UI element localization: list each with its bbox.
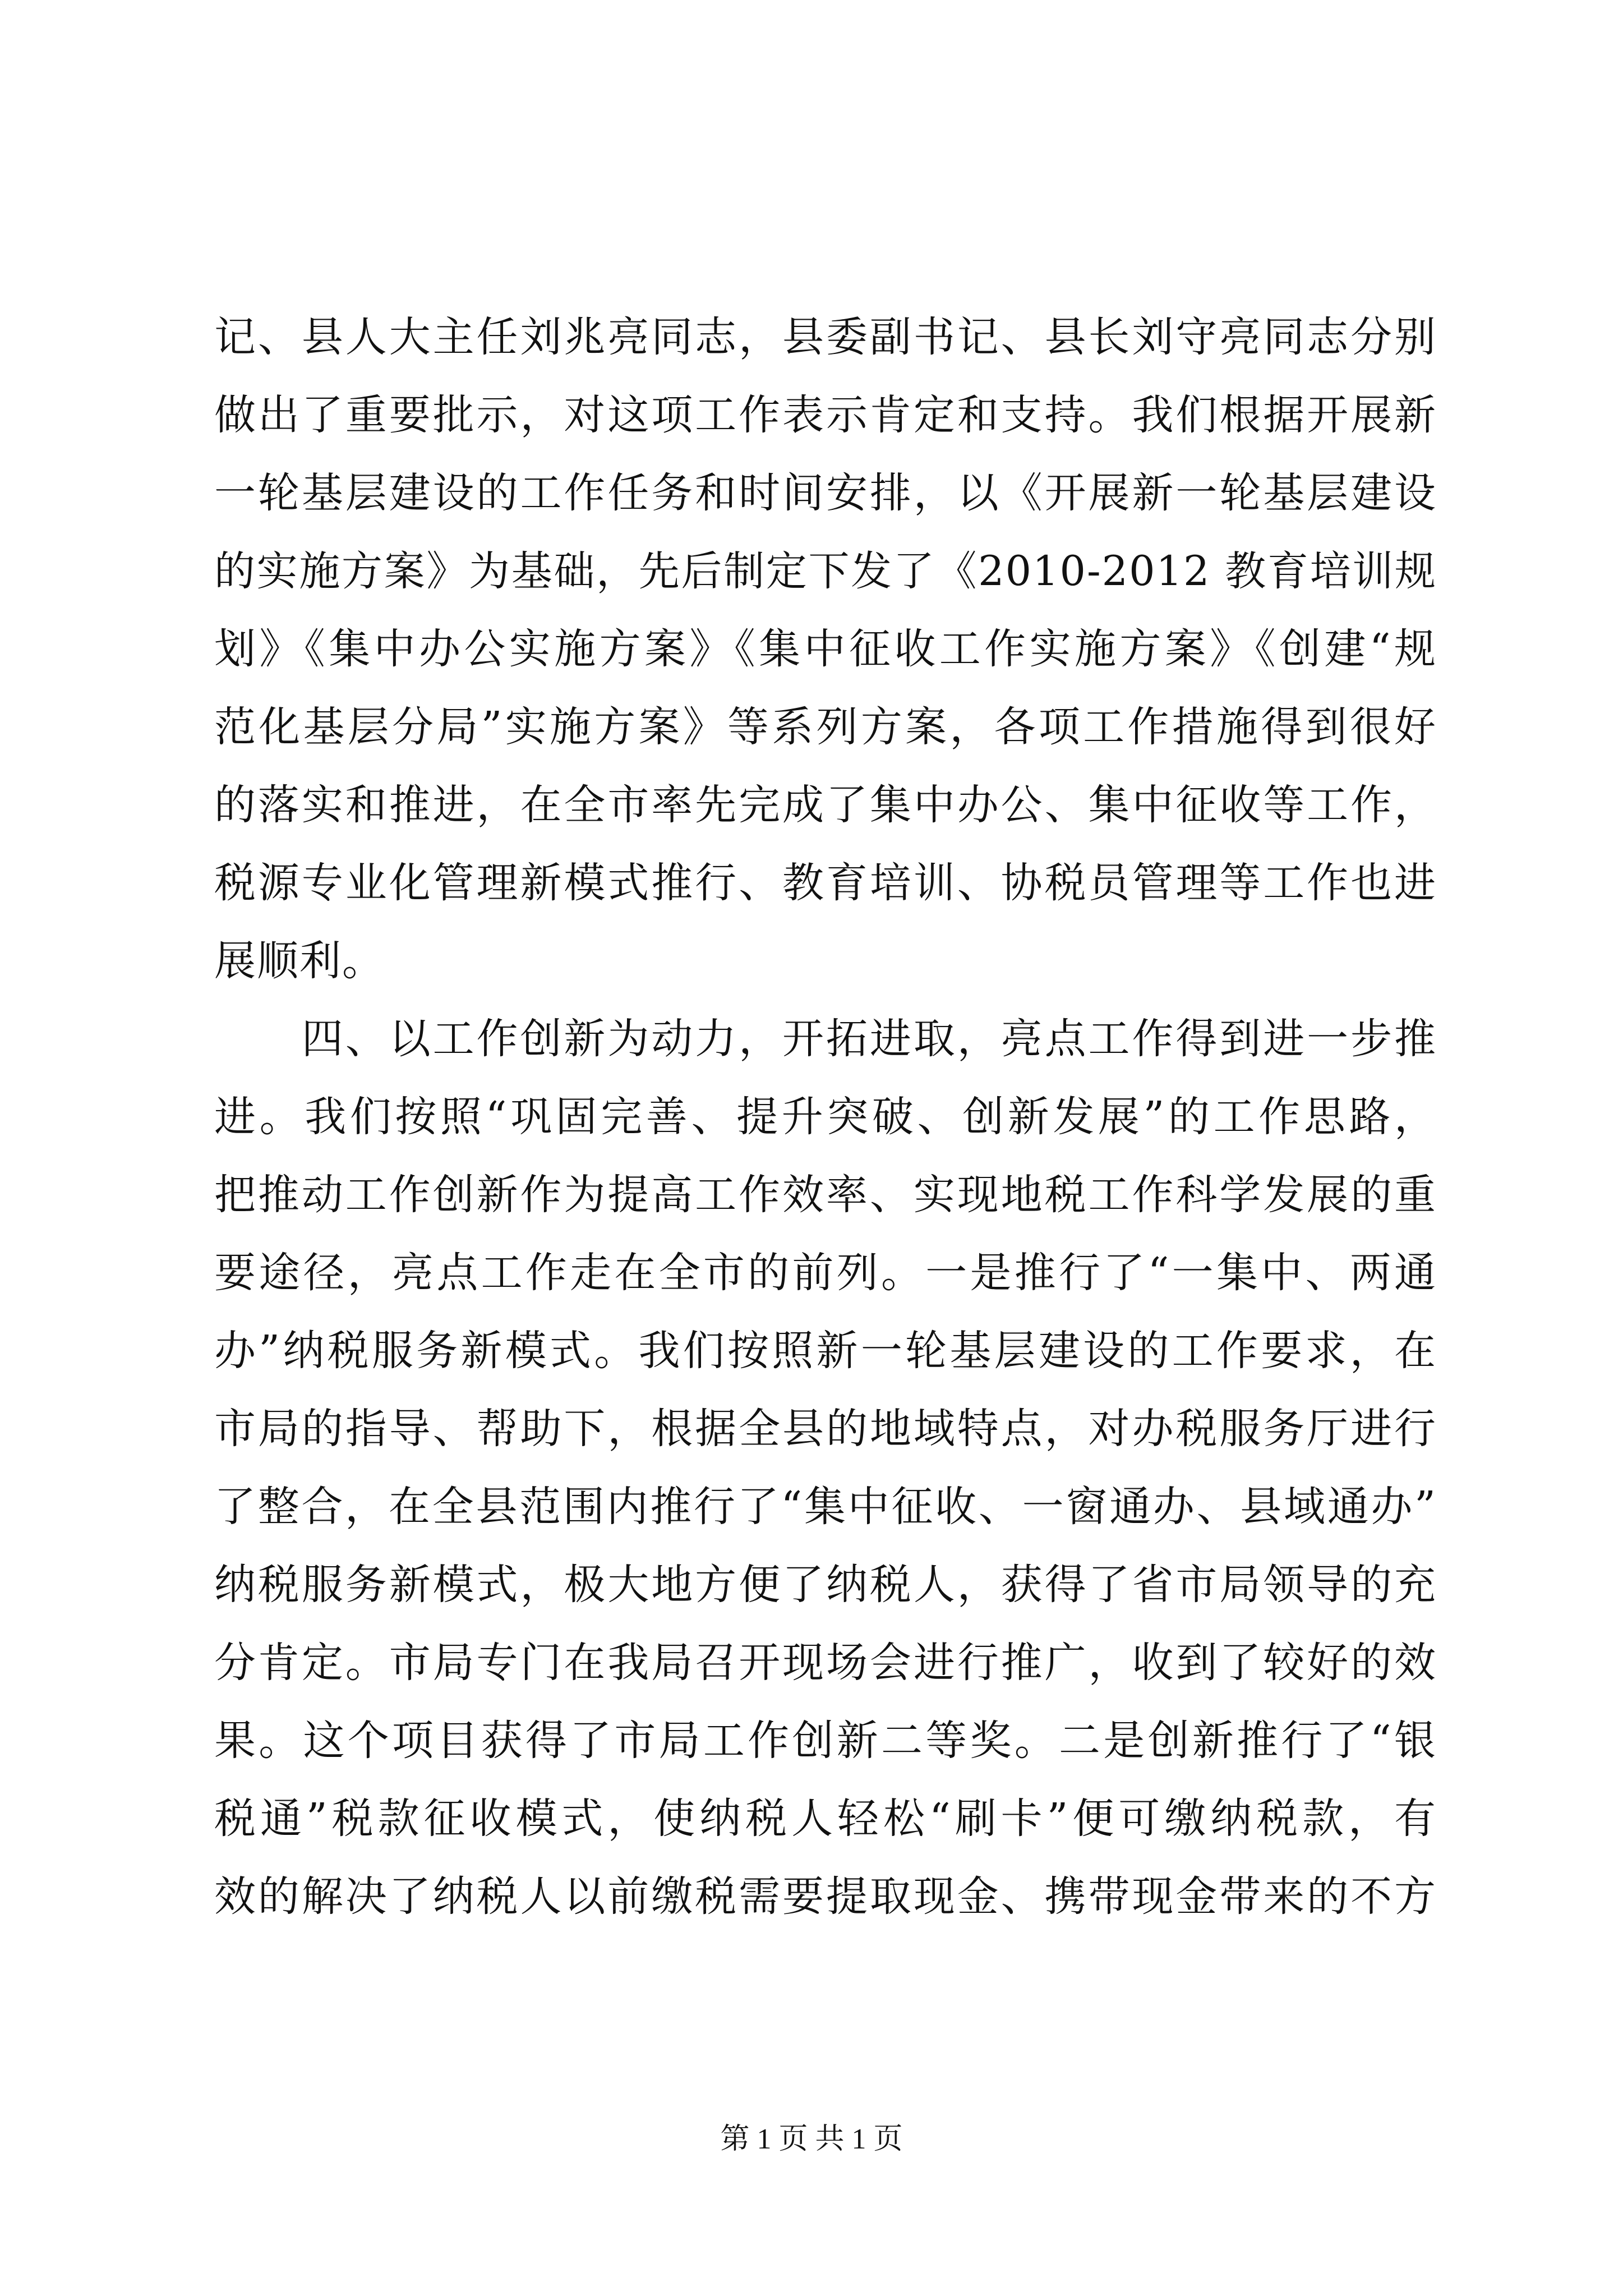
body-text: [214, 298, 1437, 1936]
text-line: 要途径，亮点工作走在全市的前列。一是推行了“一集中、两通: [214, 1249, 1437, 1297]
text-line: 一轮基层建设的工作任务和时间安排，以《开展新一轮基层建设: [214, 469, 1437, 517]
text-line: 税通”税款征收模式，使纳税人轻松“刷卡”便可缴纳税款，有: [214, 1795, 1437, 1843]
text-line: 办”纳税服务新模式。我们按照新一轮基层建设的工作要求，在: [214, 1327, 1437, 1375]
text-line: 了整合，在全县范围内推行了“集中征收、一窗通办、县域通办”: [214, 1483, 1437, 1531]
text-line: 四、以工作创新为动力，开拓进取，亮点工作得到进一步推: [214, 1015, 1437, 1063]
text-line: 税源专业化管理新模式推行、教育培训、协税员管理等工作也进: [214, 859, 1437, 907]
text-line: 的落实和推进，在全市率先完成了集中办公、集中征收等工作，: [214, 781, 1437, 829]
text-line: 果。这个项目获得了市局工作创新二等奖。二是创新推行了“银: [214, 1717, 1437, 1765]
text-line: 效的解决了纳税人以前缴税需要提取现金、携带现金带来的不方: [214, 1872, 1437, 1921]
text-line: 市局的指导、帮助下，根据全县的地域特点，对办税服务厅进行: [214, 1405, 1437, 1453]
text-line: 进。我们按照“巩固完善、提升突破、创新发展”的工作思路，: [214, 1093, 1437, 1141]
text-line: 的实施方案》为基础，先后制定下发了《2010-2012 教育培训规: [214, 547, 1437, 595]
text-line: 范化基层分局”实施方案》等系列方案，各项工作措施得到很好: [214, 703, 1437, 751]
text-line: 划》《集中办公实施方案》《集中征收工作实施方案》《创建“规: [214, 625, 1437, 673]
text-line: 展顺利。: [214, 937, 385, 985]
text-line: 记、县人大主任刘兆亮同志，县委副书记、县长刘守亮同志分别: [214, 313, 1437, 361]
text-line: 分肯定。市局专门在我局召开现场会进行推广，收到了较好的效: [214, 1639, 1437, 1687]
text-line: 把推动工作创新作为提高工作效率、实现地税工作科学发展的重: [214, 1171, 1437, 1219]
text-line: 做出了重要批示，对这项工作表示肯定和支持。我们根据开展新: [214, 391, 1437, 439]
text-line: 纳税服务新模式，极大地方便了纳税人，获得了省市局领导的充: [214, 1561, 1437, 1609]
page-number-footer: 第 1 页 共 1 页: [720, 2123, 903, 2155]
